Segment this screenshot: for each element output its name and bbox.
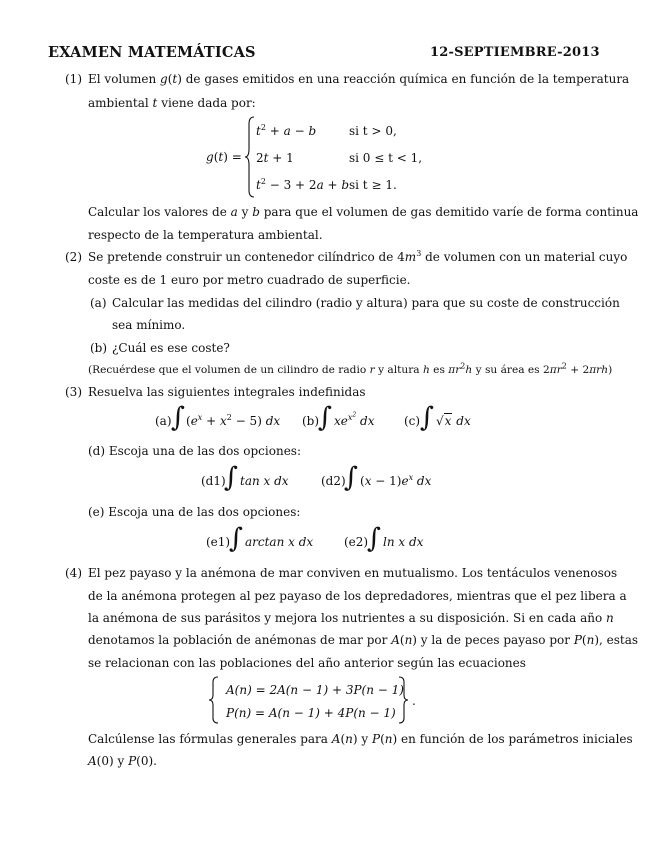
system-equation-1: A(n) = 2A(n − 1) + 3P(n − 1) — [226, 683, 404, 697]
piecewise-case-1-expr: $t^2 + a - b$ — [256, 123, 317, 138]
integral-e2-expr: ln x dx — [383, 535, 424, 549]
integral-d1-sign: ∫ — [224, 462, 239, 493]
question-4-number: (4) — [65, 566, 82, 580]
question-3-intro: Resuelva las siguientes integrales indefinidas — [88, 385, 366, 399]
integral-e2-sign: ∫ — [367, 523, 382, 554]
system-equation-2: P(n) = A(n − 1) + 4P(n − 1) — [226, 706, 396, 720]
question-4-line-3: la anémona de sus parásitos y mejora los nutrientes a su disposición. Si en cada año n — [88, 611, 614, 625]
question-2-line-2: coste es de 1 euro por metro cuadrado de superficie. — [88, 273, 411, 287]
integral-c-sign: ∫ — [420, 402, 435, 433]
question-2a-line-2: sea mínimo. — [112, 318, 186, 332]
question-4-line-5: se relacionan con las poblaciones del año anterior según las ecuaciones — [88, 656, 526, 670]
integral-e1-expr: arctan x dx — [245, 535, 314, 549]
question-4-task-line-1: Calcúlense las fórmulas generales para A(n) y P(n) en función de los parámetros iniciales — [88, 732, 633, 746]
system-period: . — [412, 694, 416, 708]
piecewise-case-1-cond: si t > 0, — [349, 124, 397, 138]
question-1-task-line-2: respecto de la temperatura ambiental. — [88, 228, 323, 242]
integral-a-expr: $(e^x + x^2 - 5)$ dx — [186, 413, 281, 428]
question-2a-line-1: Calcular las medidas del cilindro (radio y altura) para que su coste de construcción — [112, 296, 620, 310]
integral-d2-sign: ∫ — [344, 462, 359, 493]
question-2b-label: (b) — [90, 341, 108, 355]
question-3e-intro: (e) Escoja una de las dos opciones: — [88, 505, 301, 519]
integral-b-label: (b) — [302, 414, 320, 428]
question-4-line-4: denotamos la población de anémonas de mar por A(n) y la de peces payaso por P(n), estas — [88, 633, 639, 647]
question-1-line-2: ambiental t viene dada por: — [88, 96, 256, 110]
piecewise-brace — [244, 116, 256, 198]
integral-c-expr: √x dx — [436, 414, 471, 428]
question-2-line-1: Se pretende construir un contenedor cilíndrico de $4m^3$ de volumen con un material cuyo — [88, 249, 628, 264]
question-4-line-2: de la anémona protegen al pez payaso de los depredadores, mientras que el pez libera a — [88, 589, 627, 603]
piecewise-case-2-expr: 2t + 1 — [256, 151, 294, 165]
question-3d-intro: (d) Escoja una de las dos opciones: — [88, 444, 301, 458]
integral-b-sign: ∫ — [318, 402, 333, 433]
piecewise-case-3-expr: $t^2 - 3 + 2a + b$ — [256, 177, 350, 192]
integral-a-label: (a) — [155, 414, 172, 428]
question-2a-label: (a) — [90, 296, 107, 310]
integral-d1-expr: tan x dx — [240, 474, 289, 488]
integral-a-sign: ∫ — [171, 402, 186, 433]
integral-d2-expr: $(x - 1)e^x$ dx — [360, 473, 432, 488]
question-1-line-1: El volumen g(t) de gases emitidos en una reacción química en función de la temperatura — [88, 72, 630, 86]
question-2b-text: ¿Cuál es ese coste? — [112, 341, 230, 355]
question-1-number: (1) — [65, 72, 82, 86]
integral-e2-label: (e2) — [344, 535, 369, 549]
integral-e1-label: (e1) — [206, 535, 231, 549]
integral-b-expr: $xe^{x^2}$ dx — [334, 411, 375, 428]
exam-date: 12-SEPTIEMBRE-2013 — [430, 45, 600, 60]
question-2-number: (2) — [65, 250, 82, 264]
integral-d2-label: (d2) — [321, 474, 346, 488]
exam-title: EXAMEN MATEMÁTICAS — [48, 44, 256, 61]
integral-d1-label: (d1) — [201, 474, 226, 488]
integral-e1-sign: ∫ — [229, 523, 244, 554]
system-left-brace — [208, 676, 220, 724]
question-3-number: (3) — [65, 385, 82, 399]
question-1-task-line-1: Calcular los valores de a y b para que el volumen de gas demitido varíe de forma continua — [88, 205, 639, 219]
piecewise-case-2-cond: si 0 ≤ t < 1, — [349, 151, 423, 165]
question-2-hint: (Recuérdese que el volumen de un cilindro de radio r y altura h es $\pi r^2h$ y su área es $2\pi r^2 + 2\pi rh$) — [88, 361, 613, 376]
piecewise-lhs: g(t) = — [206, 150, 242, 164]
question-4-task-line-2: A(0) y P(0). — [88, 754, 157, 768]
integral-c-label: (c) — [404, 414, 421, 428]
system-right-brace — [397, 676, 409, 724]
question-4-line-1: El pez payaso y la anémona de mar conviven en mutualismo. Los tentáculos venenosos — [88, 566, 618, 580]
piecewise-case-3-cond: si t ≥ 1. — [349, 178, 397, 192]
